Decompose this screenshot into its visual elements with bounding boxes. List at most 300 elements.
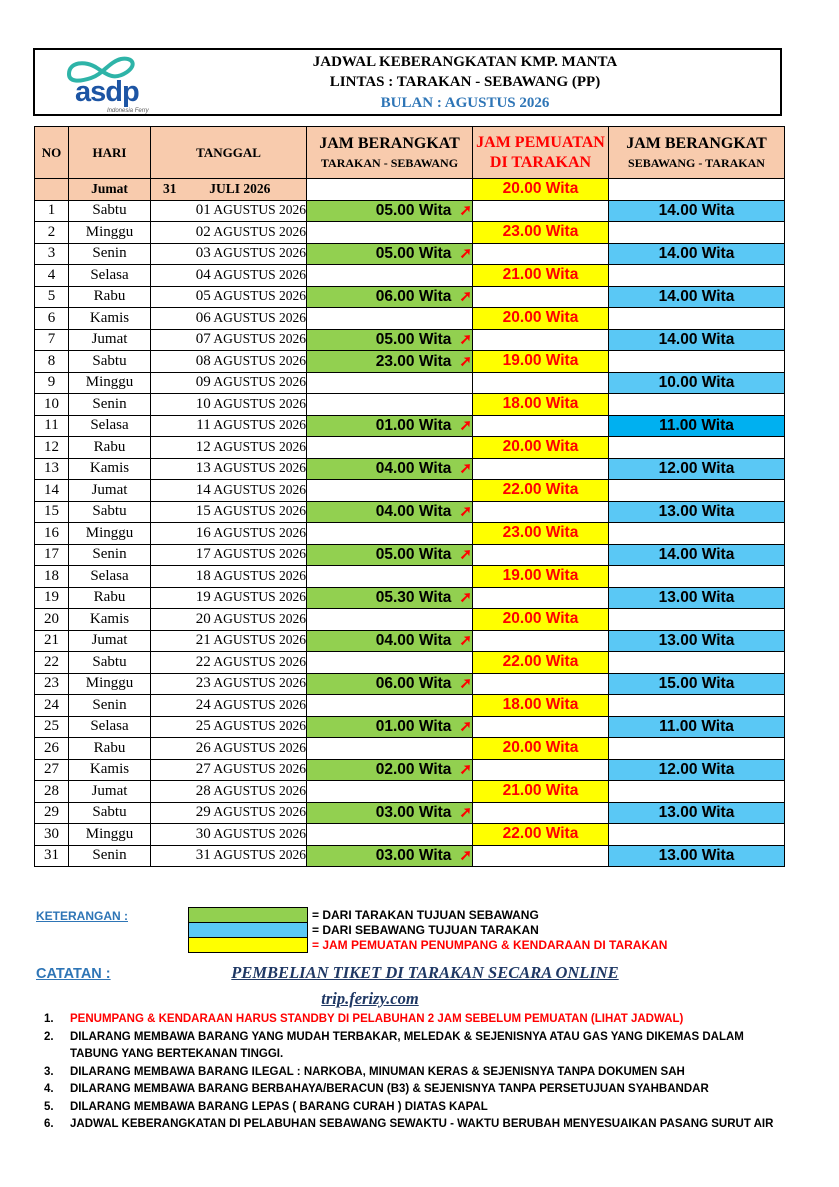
row-berangkat-tarakan bbox=[307, 673, 473, 695]
header-berangkat-sebawang bbox=[609, 127, 785, 179]
row-tanggal bbox=[151, 845, 307, 867]
row-tanggal bbox=[151, 200, 307, 222]
row-tanggal bbox=[151, 372, 307, 394]
note-text: DILARANG MEMBAWA BARANG BERBAHAYA/BERACUN (B3) & SEJENISNYA TANPA PERSETUJUAN SYAHBANDAR bbox=[70, 1083, 709, 1095]
row-day: 24 bbox=[195, 696, 211, 713]
table-row bbox=[35, 243, 785, 265]
row-no: 9 bbox=[35, 372, 69, 394]
table-row bbox=[35, 265, 785, 287]
row-berangkat-sebawang: 14.00 Wita bbox=[609, 200, 785, 222]
row-tanggal bbox=[151, 523, 307, 545]
row-berangkat-tarakan bbox=[307, 630, 473, 652]
row-tanggal bbox=[151, 544, 307, 566]
note-item bbox=[44, 1081, 784, 1099]
row-day: 12 bbox=[195, 438, 211, 455]
row-berangkat-tarakan bbox=[307, 372, 473, 394]
row-hari: Rabu bbox=[69, 738, 151, 760]
row-pemuatan: 23.00 Wita bbox=[473, 523, 609, 545]
row-pemuatan: 22.00 Wita bbox=[473, 824, 609, 846]
row-hari: Rabu bbox=[69, 286, 151, 308]
header-berangkat-sebawang-top: JAM BERANGKAT bbox=[626, 134, 767, 152]
row-berangkat-sebawang bbox=[609, 566, 785, 588]
row-pemuatan: 22.00 Wita bbox=[473, 480, 609, 502]
row-tanggal bbox=[151, 437, 307, 459]
row-hari: Senin bbox=[69, 544, 151, 566]
row-tanggal bbox=[151, 480, 307, 502]
row-no: 23 bbox=[35, 673, 69, 695]
table-row bbox=[35, 437, 785, 459]
row-pemuatan: 22.00 Wita bbox=[473, 652, 609, 674]
row-pemuatan bbox=[473, 458, 609, 480]
arrow-up-right-icon: ➚ bbox=[459, 718, 472, 736]
row-berangkat-sebawang: 13.00 Wita bbox=[609, 587, 785, 609]
row-no: 22 bbox=[35, 652, 69, 674]
note-text: PENUMPANG & KENDARAAN HARUS STANDBY DI PELABUHAN 2 JAM SEBELUM PEMUATAN (LIHAT JADWAL) bbox=[70, 1013, 684, 1025]
row-month: AGUSTUS 2026 bbox=[213, 288, 306, 304]
header-pemuatan bbox=[473, 127, 609, 179]
note-number: 6. bbox=[44, 1118, 54, 1130]
row-pemuatan bbox=[473, 802, 609, 824]
row-pemuatan: 20.00 Wita bbox=[473, 308, 609, 330]
table-row bbox=[35, 652, 785, 674]
header-berangkat-sebawang-bottom: SEBAWANG - TARAKAN bbox=[628, 155, 765, 170]
row-day: 10 bbox=[195, 395, 211, 412]
document-header bbox=[33, 48, 782, 116]
row-pemuatan bbox=[473, 759, 609, 781]
row-month: AGUSTUS 2026 bbox=[213, 761, 306, 777]
arrow-up-right-icon: ➚ bbox=[459, 352, 472, 370]
row-berangkat-sebawang bbox=[609, 609, 785, 631]
note-number: 3. bbox=[44, 1065, 54, 1078]
row-berangkat-tarakan bbox=[307, 458, 473, 480]
online-ticket-notice: PEMBELIAN TIKET DI TARAKAN SECARA ONLINE bbox=[231, 963, 619, 982]
row-berangkat-tarakan bbox=[307, 716, 473, 738]
row-day: 05 bbox=[195, 288, 211, 305]
row-berangkat-tarakan bbox=[307, 759, 473, 781]
row-berangkat-sebawang bbox=[609, 781, 785, 803]
row-tanggal bbox=[151, 759, 307, 781]
row-day: 14 bbox=[195, 481, 211, 498]
legend-green-swatch bbox=[189, 908, 307, 923]
row-day: 25 bbox=[195, 718, 211, 735]
row-no: 19 bbox=[35, 587, 69, 609]
table-row bbox=[35, 802, 785, 824]
table-row bbox=[35, 609, 785, 631]
note-item bbox=[44, 1116, 784, 1134]
row-month: AGUSTUS 2026 bbox=[213, 374, 306, 390]
row-month: AGUSTUS 2026 bbox=[213, 782, 306, 798]
row-hari: Minggu bbox=[69, 673, 151, 695]
row-berangkat-sebawang bbox=[609, 265, 785, 287]
table-row bbox=[35, 781, 785, 803]
row-pemuatan bbox=[473, 587, 609, 609]
row-hari: Rabu bbox=[69, 437, 151, 459]
row-no: 15 bbox=[35, 501, 69, 523]
row-no: 11 bbox=[35, 415, 69, 437]
row-month: AGUSTUS 2026 bbox=[213, 546, 306, 562]
arrow-up-right-icon: ➚ bbox=[459, 460, 472, 478]
row-no: 1 bbox=[35, 200, 69, 222]
row-pemuatan: 20.00 Wita bbox=[473, 738, 609, 760]
row-day: 02 bbox=[195, 223, 211, 240]
row-month: AGUSTUS 2026 bbox=[213, 438, 306, 454]
header-berangkat-tarakan-bottom: TARAKAN - SEBAWANG bbox=[320, 155, 459, 170]
note-item bbox=[44, 1011, 784, 1029]
row-month: AGUSTUS 2026 bbox=[213, 245, 306, 261]
row-pemuatan: 20.00 Wita bbox=[473, 437, 609, 459]
row-berangkat-sebawang bbox=[609, 652, 785, 674]
row-day: 15 bbox=[195, 503, 211, 520]
row-tanggal bbox=[151, 587, 307, 609]
logo-subtext: Indonesia Ferry bbox=[107, 108, 149, 114]
row-pemuatan bbox=[473, 243, 609, 265]
row-no: 27 bbox=[35, 759, 69, 781]
row-tanggal bbox=[151, 781, 307, 803]
row-month: AGUSTUS 2026 bbox=[213, 718, 306, 734]
row-tanggal bbox=[151, 630, 307, 652]
row-pemuatan: 19.00 Wita bbox=[473, 351, 609, 373]
note-item bbox=[44, 1064, 784, 1082]
row-no: 29 bbox=[35, 802, 69, 824]
row-berangkat-tarakan-time: 04.00 Wita bbox=[375, 460, 452, 478]
note-number: 4. bbox=[44, 1083, 54, 1095]
schedule-table bbox=[34, 126, 785, 867]
pre-row bbox=[35, 179, 785, 201]
table-row bbox=[35, 351, 785, 373]
row-berangkat-tarakan-time: 05.00 Wita bbox=[375, 331, 452, 349]
row-hari: Sabtu bbox=[69, 501, 151, 523]
row-day: 26 bbox=[195, 739, 211, 756]
row-month: AGUSTUS 2026 bbox=[213, 589, 306, 605]
row-hari: Selasa bbox=[69, 415, 151, 437]
row-berangkat-sebawang: 10.00 Wita bbox=[609, 372, 785, 394]
row-berangkat-tarakan-time: 02.00 Wita bbox=[375, 761, 452, 779]
title-line-1: JADWAL KEBERANGKATAN KMP. MANTA bbox=[312, 54, 618, 70]
row-hari: Jumat bbox=[69, 630, 151, 652]
pre-row-pemuatan: 20.00 Wita bbox=[473, 179, 609, 201]
row-no: 18 bbox=[35, 566, 69, 588]
table-row bbox=[35, 222, 785, 244]
arrow-up-right-icon: ➚ bbox=[459, 589, 472, 607]
row-berangkat-tarakan bbox=[307, 781, 473, 803]
row-month: AGUSTUS 2026 bbox=[213, 331, 306, 347]
row-berangkat-tarakan-time: 06.00 Wita bbox=[375, 675, 452, 693]
row-tanggal bbox=[151, 673, 307, 695]
pre-row-berangkat-sebawang bbox=[609, 179, 785, 201]
notes-list bbox=[44, 1011, 784, 1134]
row-day: 30 bbox=[195, 825, 211, 842]
row-hari: Senin bbox=[69, 845, 151, 867]
row-pemuatan bbox=[473, 673, 609, 695]
row-berangkat-tarakan bbox=[307, 609, 473, 631]
table-row bbox=[35, 673, 785, 695]
row-berangkat-sebawang: 13.00 Wita bbox=[609, 802, 785, 824]
row-day: 18 bbox=[195, 567, 211, 584]
row-hari: Selasa bbox=[69, 265, 151, 287]
row-month: AGUSTUS 2026 bbox=[213, 825, 306, 841]
title-line-3: BULAN : AGUSTUS 2026 bbox=[380, 95, 550, 111]
row-tanggal bbox=[151, 243, 307, 265]
row-no: 16 bbox=[35, 523, 69, 545]
table-row bbox=[35, 372, 785, 394]
row-no: 10 bbox=[35, 394, 69, 416]
table-row bbox=[35, 394, 785, 416]
row-no: 26 bbox=[35, 738, 69, 760]
row-berangkat-tarakan-time: 05.00 Wita bbox=[375, 546, 452, 564]
row-day: 28 bbox=[195, 782, 211, 799]
booking-site-link[interactable]: trip.ferizy.com bbox=[321, 989, 419, 1008]
row-day: 19 bbox=[195, 589, 211, 606]
row-tanggal bbox=[151, 609, 307, 631]
row-tanggal bbox=[151, 415, 307, 437]
row-day: 16 bbox=[195, 524, 211, 541]
note-text: JADWAL KEBERANGKATAN DI PELABUHAN SEBAWANG SEWAKTU - WAKTU BERUBAH MENYESUAIKAN PASANG SURUT AIR bbox=[70, 1118, 774, 1130]
row-berangkat-tarakan-time: 05.00 Wita bbox=[375, 202, 452, 220]
row-berangkat-tarakan bbox=[307, 802, 473, 824]
table-row bbox=[35, 695, 785, 717]
arrow-up-right-icon: ➚ bbox=[459, 761, 472, 779]
row-berangkat-sebawang: 11.00 Wita bbox=[609, 716, 785, 738]
row-hari: Jumat bbox=[69, 781, 151, 803]
table-row bbox=[35, 716, 785, 738]
row-berangkat-sebawang: 15.00 Wita bbox=[609, 673, 785, 695]
row-hari: Senin bbox=[69, 243, 151, 265]
header-tanggal: TANGGAL bbox=[151, 127, 307, 179]
row-berangkat-sebawang: 14.00 Wita bbox=[609, 329, 785, 351]
row-no: 25 bbox=[35, 716, 69, 738]
row-berangkat-tarakan bbox=[307, 501, 473, 523]
row-hari: Kamis bbox=[69, 308, 151, 330]
pre-row-berangkat-tarakan bbox=[307, 179, 473, 201]
row-berangkat-sebawang bbox=[609, 222, 785, 244]
row-hari: Sabtu bbox=[69, 351, 151, 373]
row-berangkat-sebawang bbox=[609, 480, 785, 502]
header-berangkat-tarakan-top: JAM BERANGKAT bbox=[319, 134, 460, 152]
table-row bbox=[35, 200, 785, 222]
row-berangkat-tarakan bbox=[307, 329, 473, 351]
legend-yellow-text: = JAM PEMUATAN PENUMPANG & KENDARAAN DI TARAKAN bbox=[312, 938, 668, 952]
row-berangkat-tarakan bbox=[307, 351, 473, 373]
row-berangkat-sebawang bbox=[609, 523, 785, 545]
row-no: 21 bbox=[35, 630, 69, 652]
row-hari: Senin bbox=[69, 394, 151, 416]
row-pemuatan: 21.00 Wita bbox=[473, 781, 609, 803]
row-no: 6 bbox=[35, 308, 69, 330]
row-tanggal bbox=[151, 222, 307, 244]
note-text: DILARANG MEMBAWA BARANG LEPAS ( BARANG CURAH ) DIATAS KAPAL bbox=[70, 1100, 488, 1113]
row-day: 13 bbox=[195, 460, 211, 477]
pre-row-tanggal bbox=[151, 179, 307, 201]
row-hari: Jumat bbox=[69, 480, 151, 502]
note-text: DILARANG MEMBAWA BARANG YANG MUDAH TERBAKAR, MELEDAK & SEJENISNYA ATAU GAS YANG DIKEMAS DALAM TABUNG YANG BERTEKANAN TINGGI. bbox=[70, 1030, 744, 1060]
note-number: 1. bbox=[44, 1013, 54, 1025]
row-berangkat-sebawang: 14.00 Wita bbox=[609, 286, 785, 308]
row-pemuatan: 21.00 Wita bbox=[473, 265, 609, 287]
catatan-label: CATATAN : bbox=[36, 966, 111, 982]
logo-text: asdp bbox=[75, 76, 139, 108]
row-berangkat-tarakan bbox=[307, 824, 473, 846]
row-hari: Sabtu bbox=[69, 200, 151, 222]
note-item bbox=[44, 1099, 784, 1117]
row-month: AGUSTUS 2026 bbox=[213, 739, 306, 755]
arrow-up-right-icon: ➚ bbox=[459, 503, 472, 521]
row-month: AGUSTUS 2026 bbox=[213, 309, 306, 325]
legend-label: KETERANGAN : bbox=[36, 909, 128, 923]
row-no: 5 bbox=[35, 286, 69, 308]
pre-row-month: JULI 2026 bbox=[209, 181, 271, 197]
row-berangkat-sebawang bbox=[609, 695, 785, 717]
row-hari: Sabtu bbox=[69, 652, 151, 674]
row-tanggal bbox=[151, 458, 307, 480]
table-row bbox=[35, 286, 785, 308]
row-pemuatan: 20.00 Wita bbox=[473, 609, 609, 631]
row-berangkat-sebawang: 13.00 Wita bbox=[609, 845, 785, 867]
row-hari: Kamis bbox=[69, 458, 151, 480]
row-berangkat-tarakan-time: 23.00 Wita bbox=[375, 352, 452, 370]
row-berangkat-tarakan bbox=[307, 738, 473, 760]
row-day: 27 bbox=[195, 761, 211, 778]
row-hari: Sabtu bbox=[69, 802, 151, 824]
row-hari: Minggu bbox=[69, 523, 151, 545]
row-berangkat-sebawang: 13.00 Wita bbox=[609, 501, 785, 523]
row-month: AGUSTUS 2026 bbox=[213, 804, 306, 820]
arrow-up-right-icon: ➚ bbox=[459, 288, 472, 306]
row-tanggal bbox=[151, 265, 307, 287]
row-month: AGUSTUS 2026 bbox=[213, 696, 306, 712]
table-row bbox=[35, 587, 785, 609]
arrow-up-right-icon: ➚ bbox=[459, 546, 472, 564]
pre-row-hari: Jumat bbox=[69, 179, 151, 201]
row-hari: Minggu bbox=[69, 372, 151, 394]
row-hari: Minggu bbox=[69, 824, 151, 846]
arrow-up-right-icon: ➚ bbox=[459, 331, 472, 349]
table-row bbox=[35, 824, 785, 846]
row-no: 3 bbox=[35, 243, 69, 265]
row-berangkat-tarakan bbox=[307, 544, 473, 566]
row-pemuatan bbox=[473, 372, 609, 394]
row-berangkat-tarakan-time: 01.00 Wita bbox=[375, 718, 452, 736]
row-tanggal bbox=[151, 652, 307, 674]
row-day: 23 bbox=[195, 675, 211, 692]
row-berangkat-tarakan bbox=[307, 566, 473, 588]
row-tanggal bbox=[151, 716, 307, 738]
row-berangkat-sebawang bbox=[609, 738, 785, 760]
note-number: 2. bbox=[44, 1030, 54, 1043]
row-day: 03 bbox=[195, 245, 211, 262]
arrow-up-right-icon: ➚ bbox=[459, 202, 472, 220]
row-berangkat-tarakan bbox=[307, 695, 473, 717]
row-berangkat-tarakan-time: 05.00 Wita bbox=[375, 245, 452, 263]
row-no: 24 bbox=[35, 695, 69, 717]
row-day: 31 bbox=[195, 847, 211, 864]
row-month: AGUSTUS 2026 bbox=[213, 223, 306, 239]
table-row bbox=[35, 523, 785, 545]
header-pemuatan-bottom: DI TARAKAN bbox=[489, 153, 592, 171]
row-berangkat-sebawang bbox=[609, 308, 785, 330]
row-no: 20 bbox=[35, 609, 69, 631]
row-berangkat-sebawang: 14.00 Wita bbox=[609, 544, 785, 566]
legend-blue-swatch bbox=[189, 923, 307, 938]
row-berangkat-tarakan bbox=[307, 587, 473, 609]
row-tanggal bbox=[151, 824, 307, 846]
row-month: AGUSTUS 2026 bbox=[213, 653, 306, 669]
header-pemuatan-top: JAM PEMUATAN bbox=[476, 133, 605, 151]
row-month: AGUSTUS 2026 bbox=[213, 610, 306, 626]
row-tanggal bbox=[151, 351, 307, 373]
table-row bbox=[35, 501, 785, 523]
row-no: 12 bbox=[35, 437, 69, 459]
row-berangkat-sebawang: 14.00 Wita bbox=[609, 243, 785, 265]
row-no: 31 bbox=[35, 845, 69, 867]
row-tanggal bbox=[151, 394, 307, 416]
table-row bbox=[35, 738, 785, 760]
row-berangkat-tarakan bbox=[307, 652, 473, 674]
row-day: 08 bbox=[195, 352, 211, 369]
row-day: 20 bbox=[195, 610, 211, 627]
row-day: 21 bbox=[195, 632, 211, 649]
table-row bbox=[35, 630, 785, 652]
row-day: 04 bbox=[195, 266, 211, 283]
row-day: 09 bbox=[195, 374, 211, 391]
row-tanggal bbox=[151, 501, 307, 523]
pre-row-day: 31 bbox=[163, 181, 177, 197]
arrow-up-right-icon: ➚ bbox=[459, 675, 472, 693]
row-month: AGUSTUS 2026 bbox=[213, 503, 306, 519]
row-pemuatan: 23.00 Wita bbox=[473, 222, 609, 244]
table-row bbox=[35, 759, 785, 781]
arrow-up-right-icon: ➚ bbox=[459, 245, 472, 263]
row-berangkat-tarakan-time: 04.00 Wita bbox=[375, 503, 452, 521]
row-berangkat-tarakan-time: 03.00 Wita bbox=[375, 804, 452, 822]
row-pemuatan bbox=[473, 286, 609, 308]
row-day: 29 bbox=[195, 804, 211, 821]
row-month: AGUSTUS 2026 bbox=[213, 632, 306, 648]
row-tanggal bbox=[151, 329, 307, 351]
row-month: AGUSTUS 2026 bbox=[213, 847, 306, 863]
row-month: AGUSTUS 2026 bbox=[213, 675, 306, 691]
row-hari: Jumat bbox=[69, 329, 151, 351]
row-month: AGUSTUS 2026 bbox=[213, 395, 306, 411]
row-hari: Kamis bbox=[69, 759, 151, 781]
row-no: 13 bbox=[35, 458, 69, 480]
row-day: 22 bbox=[195, 653, 211, 670]
row-hari: Senin bbox=[69, 695, 151, 717]
row-berangkat-tarakan bbox=[307, 200, 473, 222]
row-tanggal bbox=[151, 738, 307, 760]
row-berangkat-tarakan bbox=[307, 437, 473, 459]
row-berangkat-tarakan bbox=[307, 523, 473, 545]
row-month: AGUSTUS 2026 bbox=[213, 481, 306, 497]
row-berangkat-sebawang bbox=[609, 824, 785, 846]
row-tanggal bbox=[151, 802, 307, 824]
row-no: 7 bbox=[35, 329, 69, 351]
legend-swatches bbox=[188, 907, 308, 953]
row-pemuatan bbox=[473, 329, 609, 351]
row-month: AGUSTUS 2026 bbox=[213, 352, 306, 368]
row-no: 8 bbox=[35, 351, 69, 373]
legend-yellow-swatch bbox=[189, 938, 307, 952]
header-no: NO bbox=[35, 127, 69, 179]
row-tanggal bbox=[151, 286, 307, 308]
row-berangkat-tarakan-time: 04.00 Wita bbox=[375, 632, 452, 650]
table-row bbox=[35, 308, 785, 330]
row-pemuatan bbox=[473, 415, 609, 437]
table-row bbox=[35, 329, 785, 351]
row-pemuatan bbox=[473, 845, 609, 867]
row-month: AGUSTUS 2026 bbox=[213, 202, 306, 218]
row-berangkat-tarakan bbox=[307, 243, 473, 265]
row-day: 17 bbox=[195, 546, 211, 563]
